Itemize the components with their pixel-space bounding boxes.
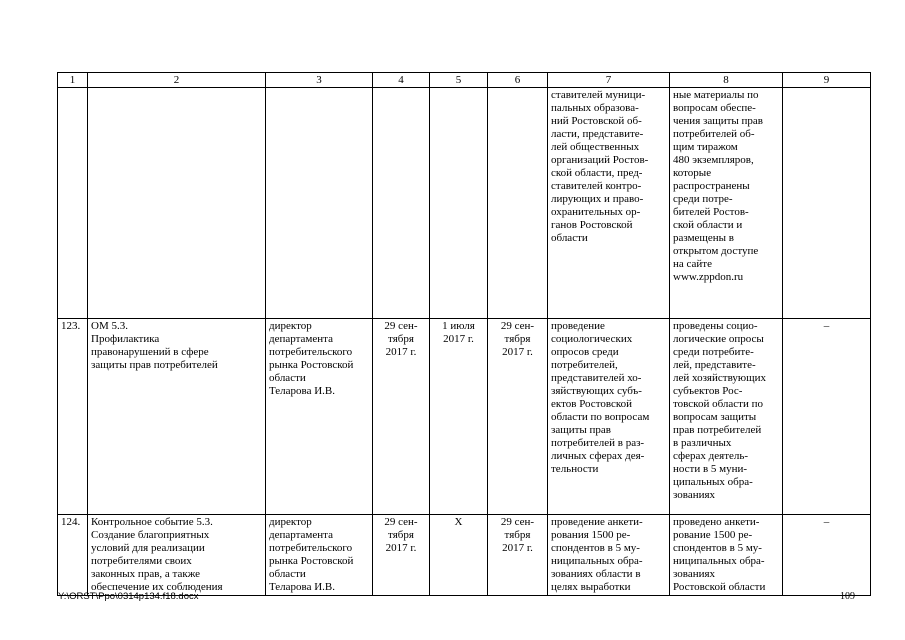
document-table: [57, 72, 871, 596]
column-header: 7: [548, 73, 670, 88]
column-header: 1: [58, 73, 88, 88]
plan-date-cell: 29 сен- тября 2017 г.: [373, 515, 430, 596]
footer-file-path: Y:\ORST\Ppo\0314p134.f18.docx: [58, 591, 199, 602]
result-cell: проведено анкети- рование 1500 ре- спондентов в 5 му- ниципальных обра- зованиях Ростовской области: [670, 515, 783, 596]
start-date-cell: Х: [430, 515, 488, 596]
column-header: 2: [88, 73, 266, 88]
action-cell: проведение анкети- рования 1500 ре- спондентов в 5 му- ниципальных обра- зованиях области в целях выработки: [548, 515, 670, 596]
event-name-cell: [88, 88, 266, 319]
page-number: 109: [840, 591, 855, 602]
row-number-cell: [58, 88, 88, 319]
column-header: 6: [488, 73, 548, 88]
table-header-row: [58, 73, 871, 88]
responsible-cell: директор департамента потребительского рынка Ростовской области Теларова И.В.: [266, 319, 373, 515]
column-header: 9: [783, 73, 871, 88]
responsible-cell: директор департамента потребительского рынка Ростовской области Теларова И.В.: [266, 515, 373, 596]
row-number-cell: 124.: [58, 515, 88, 596]
note-cell: –: [783, 319, 871, 515]
event-name-cell: ОМ 5.3. Профилактика правонарушений в сфере защиты прав потребителей: [88, 319, 266, 515]
table-row: [58, 319, 871, 515]
column-header: 3: [266, 73, 373, 88]
column-header: 4: [373, 73, 430, 88]
note-cell: [783, 88, 871, 319]
column-header: 8: [670, 73, 783, 88]
action-cell: ставителей муници- пальных образова- ний Ростовской об- ласти, представите- лей общественных организаций Ростов- ской области, пред- ставителей контро- лирующих и право- охранительных ор- ганов Ростовской области: [548, 88, 670, 319]
responsible-cell: [266, 88, 373, 319]
table-row: [58, 88, 871, 319]
start-date-cell: [430, 88, 488, 319]
fact-date-cell: [488, 88, 548, 319]
result-cell: проведены социо- логические опросы среди потребите- лей, представите- лей хозяйствующих субъектов Рос- товской области по вопросам защиты прав потребителей в различных сферах деятель- ности в 5 муни- ципальных обра- зованиях: [670, 319, 783, 515]
row-number-cell: 123.: [58, 319, 88, 515]
result-cell: ные материалы по вопросам обеспе- чения защиты прав потребителей об- щим тиражом 480 экземпляров, которые распространены среди потре- бителей Ростов- ской области и размещены в открытом доступе на сайте www.zppdon.ru: [670, 88, 783, 319]
event-name-cell: Контрольное событие 5.3. Создание благоприятных условий для реализации потребителями своих законных прав, а также обеспечение их соблюдения: [88, 515, 266, 596]
action-cell: проведение социологических опросов среди потребителей, представителей хо- зяйствующих субъ- ектов Ростовской области по вопросам защиты прав потребителей в раз- личных сферах дея- тельности: [548, 319, 670, 515]
fact-date-cell: 29 сен- тября 2017 г.: [488, 319, 548, 515]
start-date-cell: 1 июля 2017 г.: [430, 319, 488, 515]
column-header: 5: [430, 73, 488, 88]
plan-date-cell: 29 сен- тября 2017 г.: [373, 319, 430, 515]
fact-date-cell: 29 сен- тября 2017 г.: [488, 515, 548, 596]
plan-date-cell: [373, 88, 430, 319]
table-row: [58, 515, 871, 596]
note-cell: –: [783, 515, 871, 596]
